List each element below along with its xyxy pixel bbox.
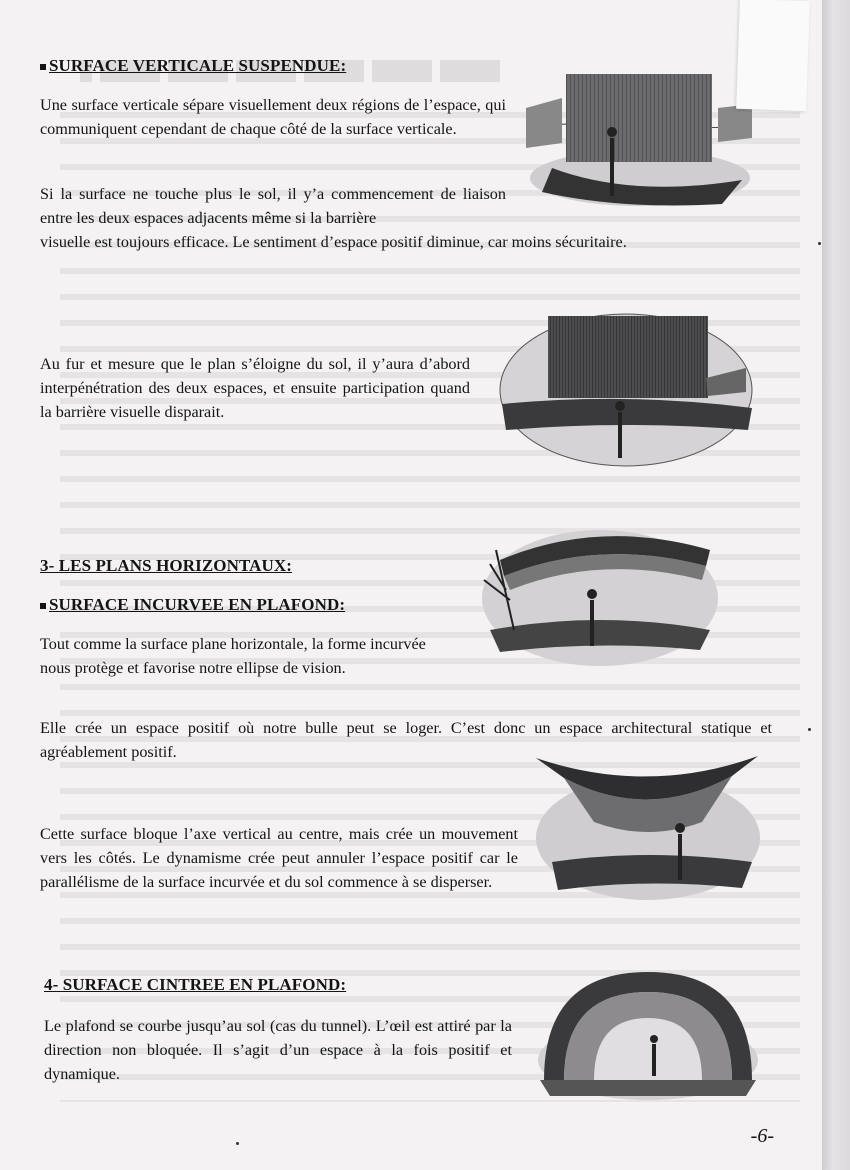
margin-dot (808, 728, 811, 731)
shell-ceiling-illustration (532, 752, 764, 902)
curved-ceiling-illustration (470, 520, 722, 670)
paragraph: Le plafond se courbe jusqu’au sol (cas du tunnel). L’œil est attiré par la direction non bloquée. Il s’agit d’un espace à la fois positif et dynamique. (44, 1017, 512, 1083)
paragraph: Elle crée un espace positif où notre bulle peut se loger. C’est donc un espace architectural statique et agréablement positif. (40, 719, 772, 761)
paragraph: Tout comme la surface plane horizontale, la forme incurvée (40, 635, 426, 653)
section-heading-horizontal-planes: 3- LES PLANS HORIZONTAUX: (40, 556, 293, 575)
bullet-square-icon (40, 603, 46, 609)
paragraph: Cette surface bloque l’axe vertical au centre, mais crée un mouvement vers les côtés. Le dynamisme crée peut annuler l’espace positif car le parallélisme de la surface incurvée et du sol commence à se disperser. (40, 825, 518, 891)
margin-dot (818, 242, 821, 245)
page-edge (822, 0, 850, 1170)
section-heading-arched-ceiling: 4- SURFACE CINTREE EN PLAFOND: (44, 975, 347, 994)
bullet-square-icon (40, 64, 46, 70)
paragraph: visuelle est toujours efficace. Le sentiment d’espace positif diminue, car moins sécuritaire. (40, 233, 627, 251)
tunnel-illustration (532, 964, 764, 1104)
section-subheading-curved-ceiling: SURFACE INCURVEE EN PLAFOND: (40, 595, 345, 615)
section-heading-vertical-suspended: SURFACE VERTICALE SUSPENDUE: (40, 56, 346, 76)
raised-wall-illustration (496, 308, 758, 470)
margin-dot (236, 1142, 239, 1145)
paragraph: Si la surface ne touche plus le sol, il y’a commencement de liaison entre les deux espaces adjacents même si la barrière (40, 185, 506, 227)
paragraph: Une surface verticale sépare visuellement deux régions de l’espace, qui communiquent cependant de chaque côté de la surface verticale. (40, 96, 506, 138)
paper-tab (736, 0, 810, 111)
paragraph: nous protège et favorise notre ellipse de vision. (40, 659, 346, 677)
paragraph: Au fur et mesure que le plan s’éloigne du sol, il y’aura d’abord interpénétration des deux espaces, et ensuite participation quand la barrière visuelle disparait. (40, 355, 470, 421)
suspended-wall-illustration (522, 68, 754, 210)
page-number: -6- (750, 1125, 774, 1147)
